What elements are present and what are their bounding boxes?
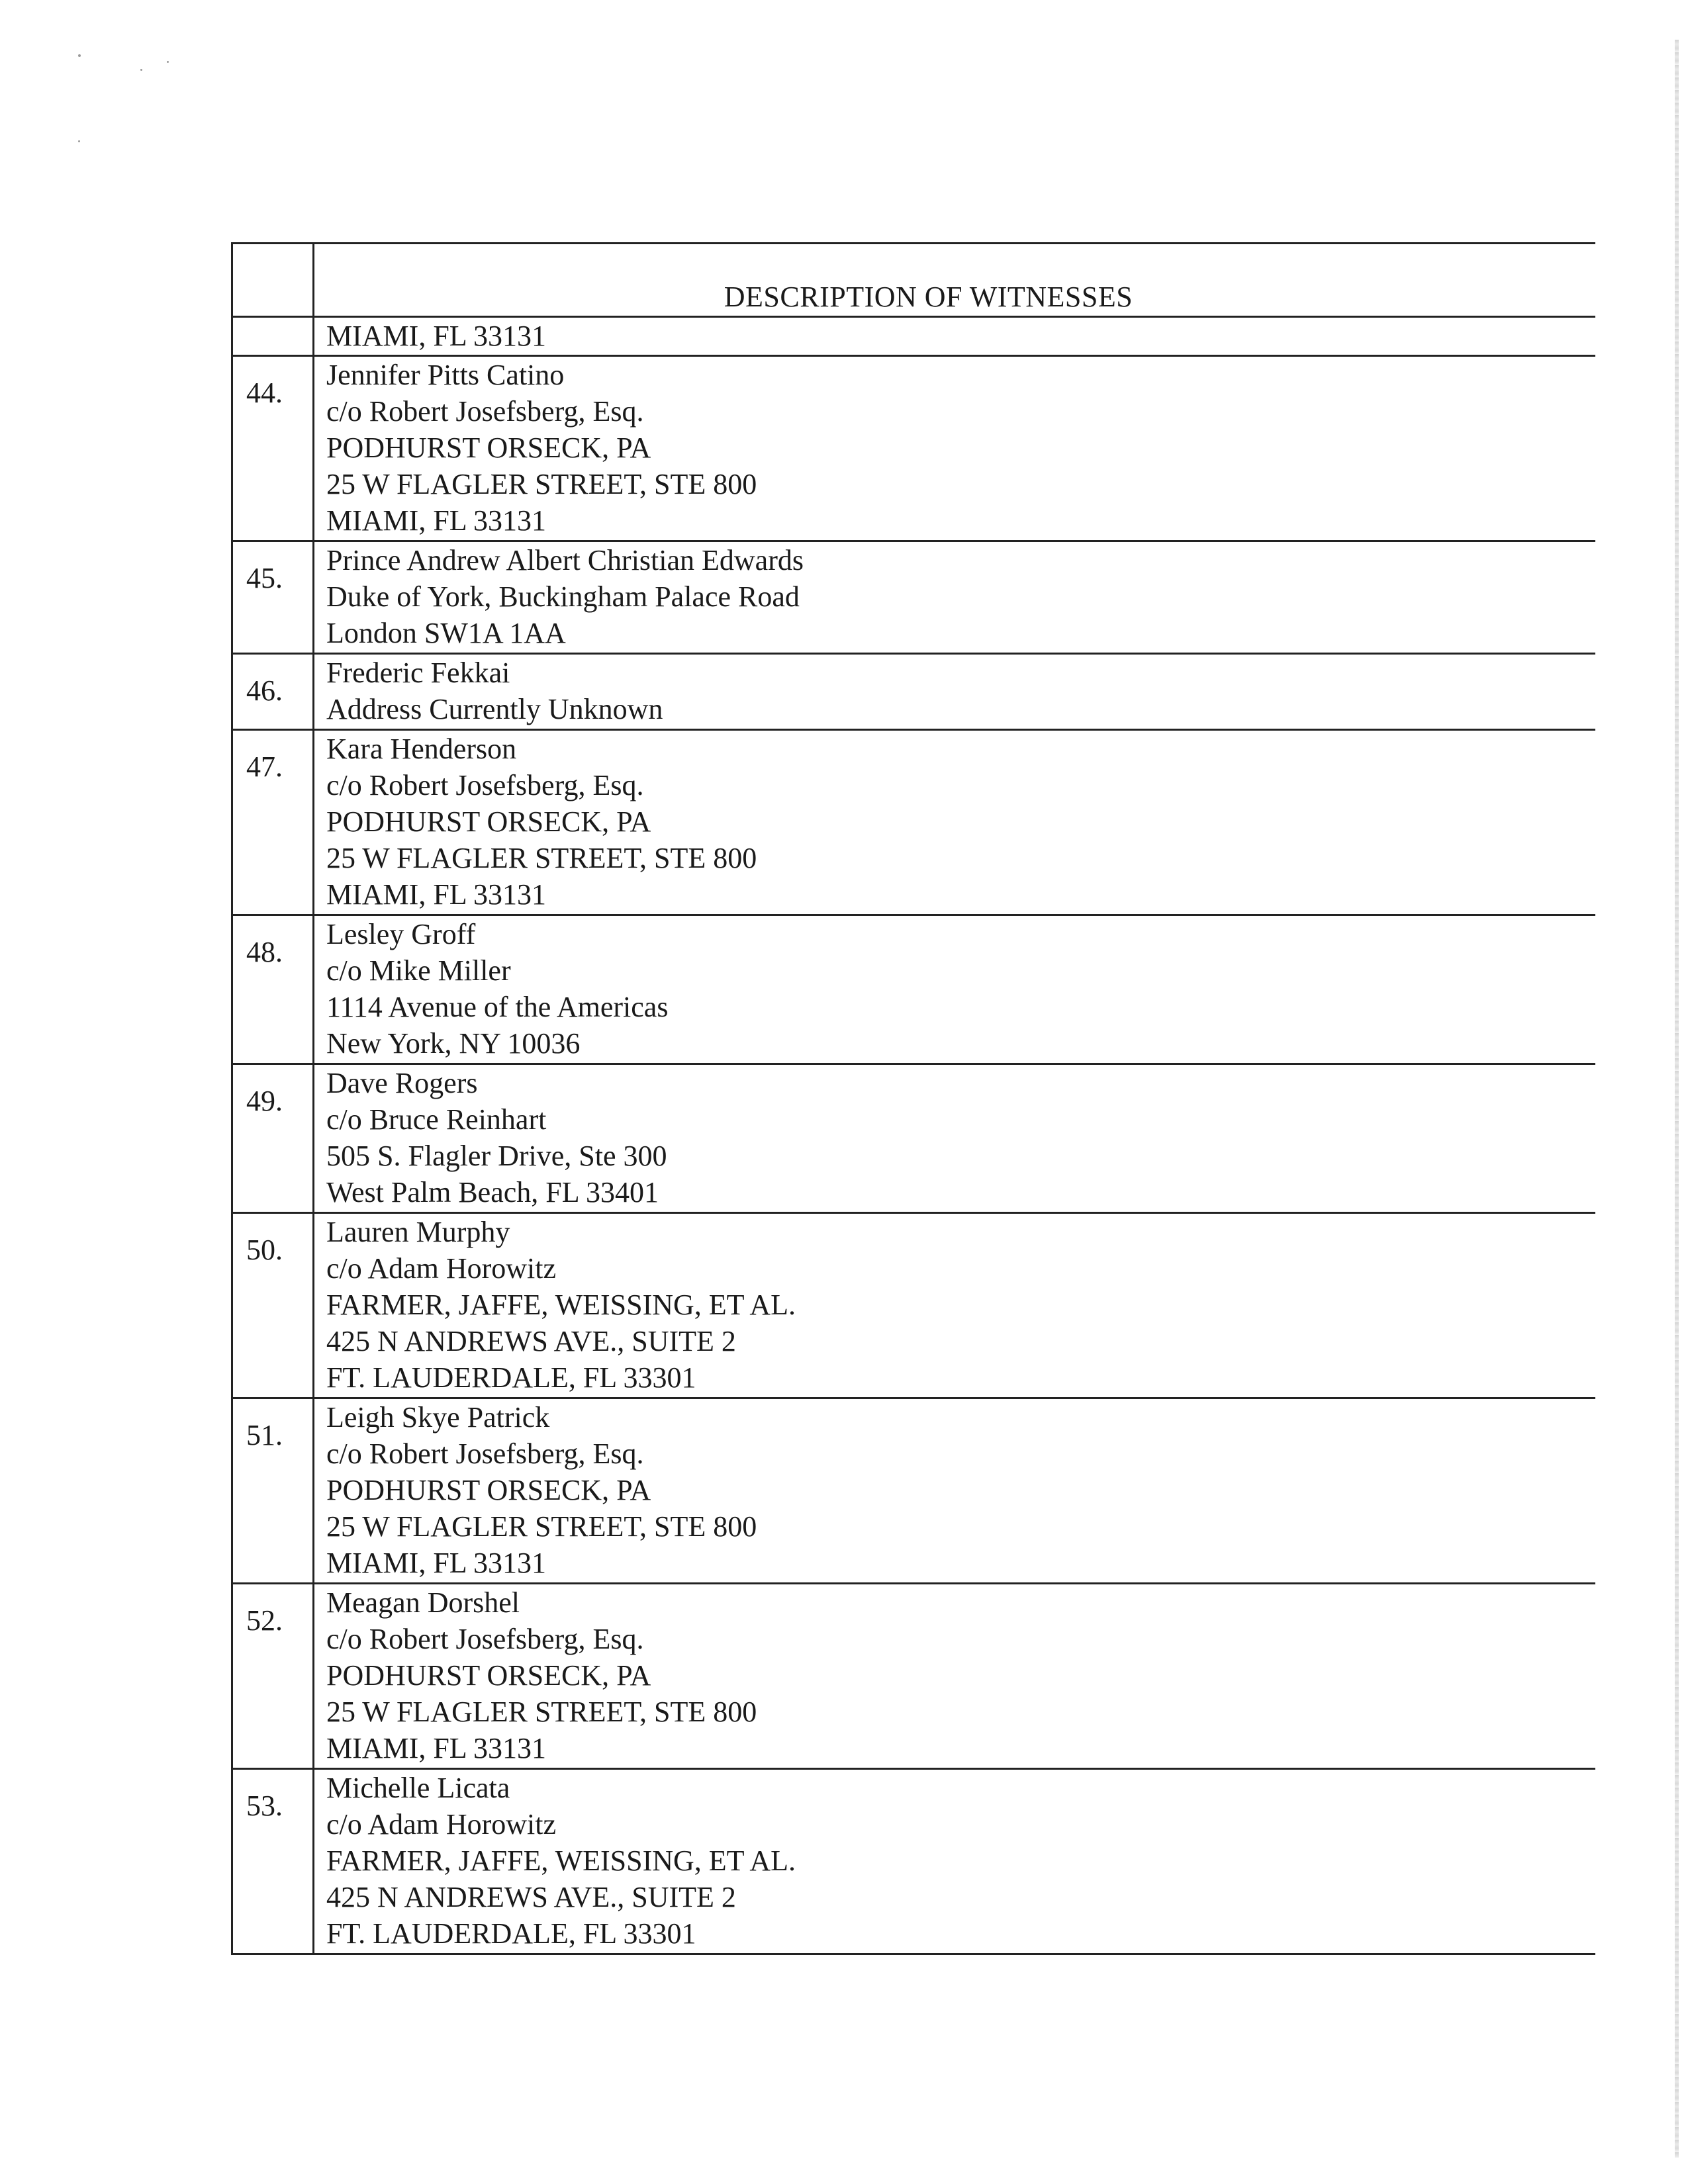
witness-description-cell [314, 1769, 1596, 1954]
address-line: 1114 Avenue of the Americas [326, 991, 669, 1023]
witness-number-cell [232, 356, 314, 541]
address-line: c/o Adam Horowitz [326, 1252, 557, 1285]
address-line: 25 W FLAGLER STREET, STE 800 [326, 1510, 757, 1543]
witness-address-block [314, 542, 1595, 653]
witness-number-cell [232, 730, 314, 915]
witness-description-cell [314, 1064, 1596, 1213]
address-line: c/o Bruce Reinhart [326, 1103, 547, 1136]
witness-number-cell [232, 1398, 314, 1584]
header-description-cell [314, 244, 1596, 317]
witness-description-cell [314, 1584, 1596, 1769]
table-header-row [232, 244, 1596, 317]
address-line: c/o Mike Miller [326, 954, 511, 987]
witness-number: 46. [246, 674, 283, 707]
witness-row [232, 1213, 1596, 1398]
address-line: MIAMI, FL 33131 [326, 320, 547, 352]
witness-number-cell [232, 915, 314, 1064]
witness-description-cell [314, 1213, 1596, 1398]
address-line: PODHURST ORSECK, PA [326, 1474, 651, 1506]
witness-name: Lauren Murphy [326, 1216, 510, 1248]
witness-number: 50. [246, 1234, 283, 1266]
address-line: PODHURST ORSECK, PA [326, 432, 651, 464]
address-line: 25 W FLAGLER STREET, STE 800 [326, 1696, 757, 1728]
witness-number: 53. [246, 1790, 283, 1822]
address-line: c/o Robert Josefsberg, Esq. [326, 1623, 644, 1655]
witness-number-cell [232, 654, 314, 730]
witness-row [232, 1064, 1596, 1213]
witness-address-block [314, 1399, 1595, 1582]
scan-speck [140, 69, 142, 71]
witness-row [232, 730, 1596, 915]
witness-name: Prince Andrew Albert Christian Edwards [326, 544, 804, 576]
address-line: FARMER, JAFFE, WEISSING, ET AL. [326, 1844, 796, 1877]
witness-number: 45. [246, 562, 283, 594]
witness-description-cell [314, 730, 1596, 915]
address-line: Duke of York, Buckingham Palace Road [326, 580, 800, 613]
witness-address-block [314, 1770, 1595, 1953]
witness-address-block [314, 357, 1595, 540]
address-line: c/o Adam Horowitz [326, 1808, 557, 1841]
witness-address-block [314, 916, 1595, 1063]
witness-number: 44. [246, 377, 283, 409]
address-line: Address Currently Unknown [326, 693, 663, 725]
witness-table-body [232, 244, 1596, 1954]
address-line: PODHURST ORSECK, PA [326, 805, 651, 838]
witness-number: 47. [246, 751, 283, 783]
witness-address-block [314, 655, 1595, 729]
address-line: FARMER, JAFFE, WEISSING, ET AL. [326, 1289, 796, 1321]
witness-number-cell [232, 1584, 314, 1769]
witness-description-cell [314, 915, 1596, 1064]
address-line: 425 N ANDREWS AVE., SUITE 2 [326, 1325, 736, 1357]
address-line: MIAMI, FL 33131 [326, 504, 547, 537]
witness-description-cell [314, 541, 1596, 654]
witness-row [232, 356, 1596, 541]
address-line: PODHURST ORSECK, PA [326, 1659, 651, 1692]
witness-table [231, 242, 1595, 1955]
witness-number: 52. [246, 1604, 283, 1637]
witness-row [232, 915, 1596, 1064]
witness-name: Jennifer Pitts Catino [326, 359, 565, 391]
witness-number-cell [232, 1213, 314, 1398]
witness-name: Dave Rogers [326, 1067, 478, 1099]
address-line: London SW1A 1AA [326, 617, 566, 649]
address-line: MIAMI, FL 33131 [326, 878, 547, 911]
scan-speck [167, 61, 169, 63]
witness-name: Lesley Groff [326, 918, 476, 950]
address-line: MIAMI, FL 33131 [326, 1732, 547, 1764]
witness-address-block [314, 731, 1595, 914]
address-line: 25 W FLAGLER STREET, STE 800 [326, 468, 757, 500]
address-line: West Palm Beach, FL 33401 [326, 1176, 659, 1208]
witness-address-block [314, 1214, 1595, 1397]
header-number-cell [232, 244, 314, 317]
scan-speck [78, 140, 80, 142]
continuation-row [232, 317, 1596, 356]
continuation-description-cell [314, 317, 1596, 356]
address-line: FT. LAUDERDALE, FL 33301 [326, 1361, 696, 1394]
address-line: 425 N ANDREWS AVE., SUITE 2 [326, 1881, 736, 1913]
address-line: c/o Robert Josefsberg, Esq. [326, 1437, 644, 1470]
witness-description-cell [314, 654, 1596, 730]
witness-row [232, 1584, 1596, 1769]
address-line: FT. LAUDERDALE, FL 33301 [326, 1917, 696, 1950]
witness-number-cell [232, 1064, 314, 1213]
table-header-title: DESCRIPTION OF WITNESSES [724, 281, 1133, 313]
witness-name: Frederic Fekkai [326, 657, 510, 689]
continuation-number-cell [232, 317, 314, 356]
witness-row [232, 1398, 1596, 1584]
address-line: c/o Robert Josefsberg, Esq. [326, 395, 644, 428]
scanner-edge-artifact [1675, 40, 1679, 2158]
address-line: c/o Robert Josefsberg, Esq. [326, 769, 644, 801]
address-line: 505 S. Flagler Drive, Ste 300 [326, 1140, 667, 1172]
witness-row [232, 541, 1596, 654]
scan-speck [78, 54, 81, 57]
witness-row [232, 654, 1596, 730]
witness-description-cell [314, 356, 1596, 541]
witness-name: Michelle Licata [326, 1772, 510, 1804]
witness-name: Meagan Dorshel [326, 1586, 520, 1619]
witness-description-cell [314, 1398, 1596, 1584]
witness-number: 49. [246, 1085, 283, 1117]
witness-name: Kara Henderson [326, 733, 517, 765]
witness-number-cell [232, 541, 314, 654]
address-line: 25 W FLAGLER STREET, STE 800 [326, 842, 757, 874]
witness-address-block [314, 1065, 1595, 1212]
address-line: MIAMI, FL 33131 [326, 1547, 547, 1579]
witness-number-cell [232, 1769, 314, 1954]
witness-address-block [314, 1584, 1595, 1768]
witness-number: 51. [246, 1419, 283, 1451]
witness-name: Leigh Skye Patrick [326, 1401, 550, 1433]
witness-row [232, 1769, 1596, 1954]
address-line: New York, NY 10036 [326, 1027, 581, 1060]
witness-number: 48. [246, 936, 283, 968]
